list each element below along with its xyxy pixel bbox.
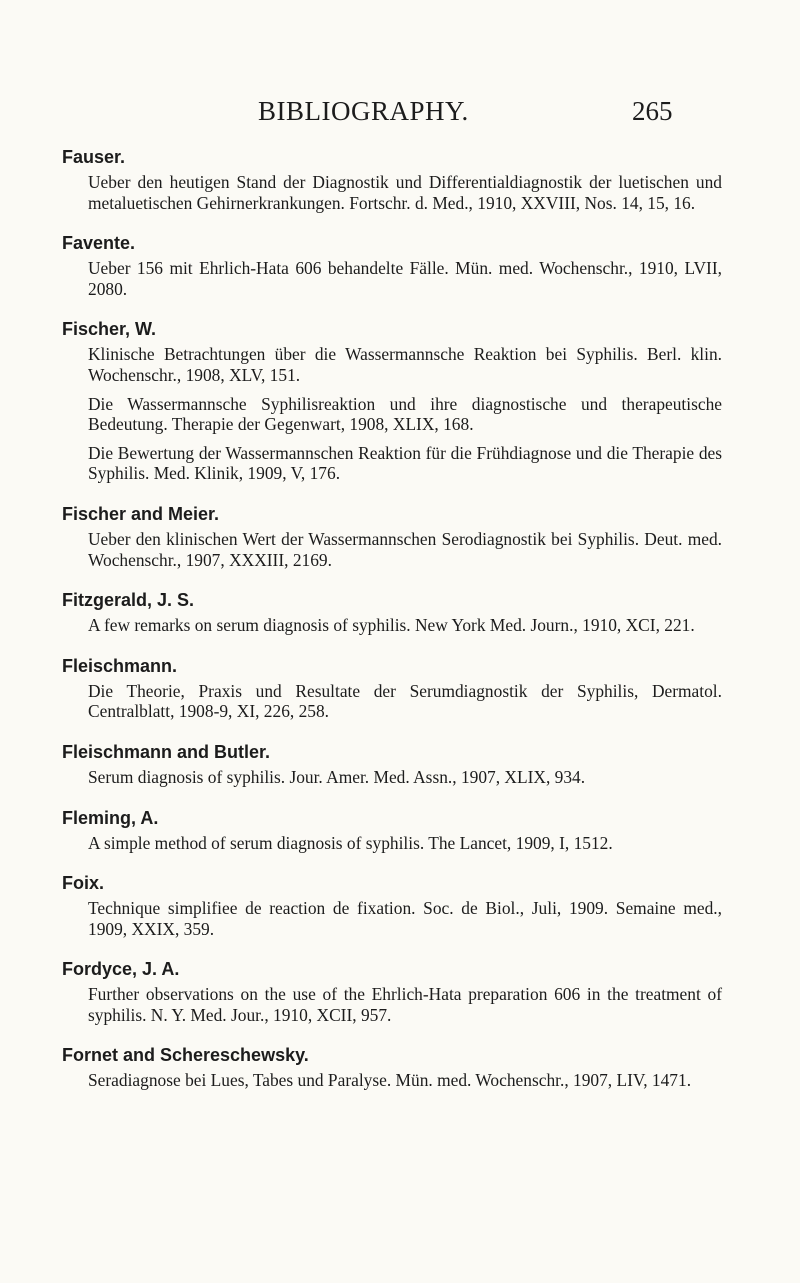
entry-citation: Die Wassermannsche Syphilisreaktion und ihre diagnostische und therapeutische Bedeutung. Therapie der Gegenwart, 1908, XLIX, 168.: [88, 393, 722, 435]
bibliography-entry: [62, 655, 722, 722]
entry-author: Fischer, W.: [62, 319, 157, 340]
bibliography-entry: [62, 807, 722, 854]
entry-author: Fischer and Meier.: [62, 503, 220, 524]
entry-citation: Serum diagnosis of syphilis. Jour. Amer. Med. Assn., 1907, XLIX, 934.: [88, 766, 586, 787]
entry-author: Fordyce, J. A.: [62, 959, 180, 980]
entry-citation: Seradiagnose bei Lues, Tabes und Paralyse. Mün. med. Wochenschr., 1907, LIV, 1471.: [88, 1070, 692, 1091]
entry-citation: Technique simplifiee de reaction de fixation. Soc. de Biol., Juli, 1909. Semaine med., 1909, XXIX, 359.: [88, 898, 722, 939]
bibliography-entry: [62, 958, 722, 1025]
bibliography-entry: [62, 741, 722, 788]
entry-author: Foix.: [62, 873, 105, 894]
bibliography-entry: [62, 318, 722, 484]
entry-author: Fornet and Schereschewsky.: [62, 1045, 309, 1066]
entry-citation: Ueber 156 mit Ehrlich-Hata 606 behandelte Fälle. Mün. med. Wochenschr., 1910, LVII, 2080.: [88, 258, 722, 299]
bibliography-entry: [62, 232, 722, 299]
page-number: 265: [632, 96, 673, 126]
bibliography-entry: [62, 589, 722, 636]
entry-author: Fleming, A.: [62, 807, 159, 828]
entry-citation: Ueber den heutigen Stand der Diagnostik und Differentialdiagnostik der luetischen und metaluetischen Gehirnerkrankungen. Fortschr. d. Med., 1910, XXVIII, Nos. 14, 15, 16.: [88, 172, 722, 213]
entry-author: Fleischmann and Butler.: [62, 741, 271, 762]
bibliography-entry: [62, 146, 722, 213]
bibliography-entry: [62, 872, 722, 939]
entry-citation: Klinische Betrachtungen über die Wassermannsche Reaktion bei Syphilis. Berl. klin. Wochenschr., 1908, XLV, 151.: [88, 344, 722, 385]
bibliography-entries: [62, 146, 722, 1110]
entry-author: Fitzgerald, J. S.: [62, 590, 195, 611]
entry-citation: Further observations on the use of the Ehrlich-Hata preparation 606 in the treatment of syphilis. N. Y. Med. Jour., 1910, XCII, 957.: [88, 984, 722, 1025]
entry-author: Favente.: [62, 233, 136, 254]
entry-citation: Die Bewertung der Wassermannschen Reaktion für die Frühdiagnose und die Therapie des Syphilis. Med. Klinik, 1909, V, 176.: [88, 442, 722, 484]
entry-author: Fauser.: [62, 147, 126, 167]
page-title: BIBLIOGRAPHY.: [258, 96, 469, 126]
entry-citation: Die Theorie, Praxis und Resultate der Serumdiagnostik der Syphilis, Dermatol. Centralblatt, 1908-9, XI, 226, 258.: [88, 680, 722, 722]
entry-citation: A simple method of serum diagnosis of syphilis. The Lancet, 1909, I, 1512.: [88, 832, 613, 853]
bibliography-entry: [62, 1044, 722, 1091]
running-head: [0, 96, 800, 130]
bibliography-entry: [62, 503, 722, 570]
entry-citation: Ueber den klinischen Wert der Wassermannschen Serodiagnostik bei Syphilis. Deut. med. Wochenschr., 1907, XXXIII, 2169.: [88, 528, 722, 570]
entry-author: Fleischmann.: [62, 655, 178, 676]
entry-citation: A few remarks on serum diagnosis of syphilis. New York Med. Journ., 1910, XCI, 221.: [88, 615, 695, 636]
